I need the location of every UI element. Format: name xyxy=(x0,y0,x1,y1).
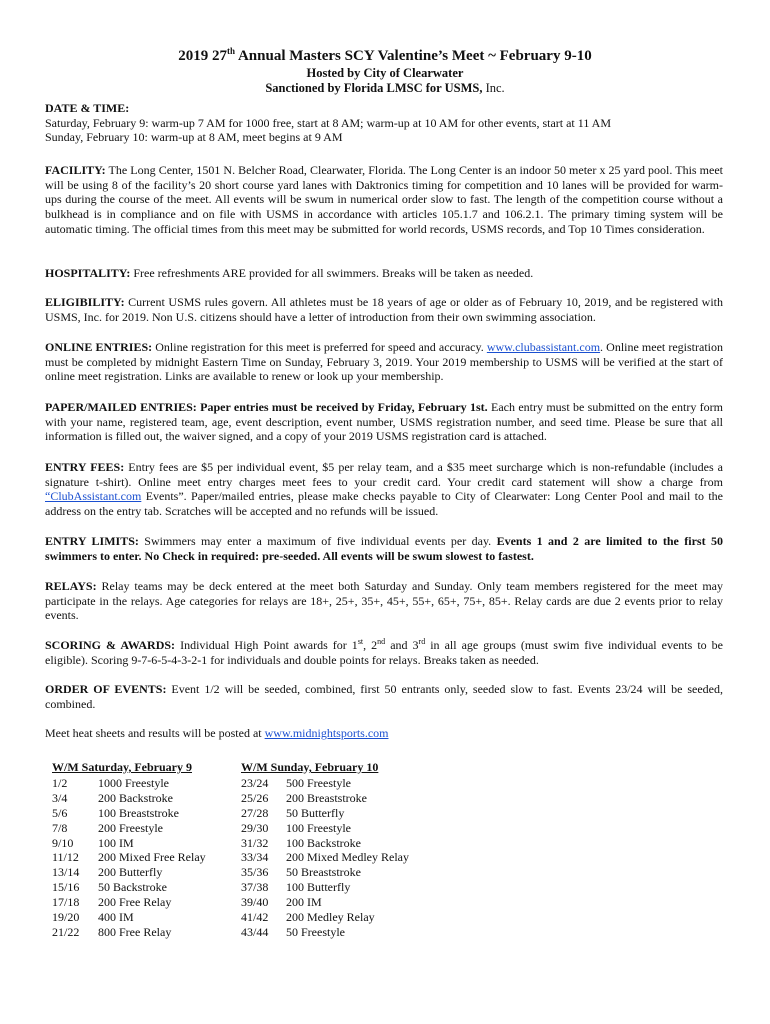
event-number: 21/22 xyxy=(52,924,80,939)
event-number: 17/18 xyxy=(52,895,80,910)
event-name: 200 Breaststroke xyxy=(286,790,367,805)
event-name: 200 Mixed Medley Relay xyxy=(286,850,409,865)
list-item xyxy=(241,806,441,821)
event-name: 1000 Freestyle xyxy=(98,775,169,790)
hospitality-text: Free refreshments ARE provided for all swimmers. Breaks will be taken as needed. xyxy=(130,266,534,280)
list-item xyxy=(52,776,242,791)
event-number: 43/44 xyxy=(241,924,269,939)
entry-limits-section xyxy=(45,534,723,563)
relays-text: Relay teams may be deck entered at the meet both Saturday and Sunday. Only team members registered for the meet may participate in the relays. Age categories for relays are 18+, 25+, 35+, 45+, 55+, 65+, 75+, 85+. Relay cards are due 2 events prior to relay events. xyxy=(45,579,723,623)
entry-fees-label: ENTRY FEES: xyxy=(45,460,125,474)
list-item xyxy=(241,791,441,806)
online-entries-text: Online registration for this meet is preferred for speed and accuracy. xyxy=(152,340,487,354)
list-item xyxy=(52,865,242,880)
paper-entries-label: PAPER/MAILED ENTRIES: Paper entries must be received by Friday, February 1st. xyxy=(45,400,488,414)
clubassistant-link[interactable]: www.clubassistant.com xyxy=(486,340,601,354)
sanction-inc: Inc. xyxy=(482,81,505,95)
paper-entries-text: Each entry must be submitted on the entry form with your name, registered team, age, event description, event number, USMS registration number, and seed time. Please be sure that all information is filled out, the waiver signed, and a copy of your 2019 USMS registration card is attached. xyxy=(45,400,723,444)
event-name: 200 IM xyxy=(286,895,322,910)
scoring-text: Individual High Point awards for 1 xyxy=(175,638,358,652)
scoring-text: and 3 xyxy=(385,638,419,652)
sanction-text: Sanctioned by Florida LMSC for USMS, xyxy=(265,81,483,95)
event-name: 800 Free Relay xyxy=(98,924,172,939)
event-name: 100 IM xyxy=(98,835,134,850)
entry-fees-text-rest: Events”. Paper/mailed entries, please make checks payable to City of Clearwater: Long Center Pool and mail to the address on the entry tab. Scratches will be accepted and no refunds will be issued. xyxy=(45,489,723,519)
eligibility-section xyxy=(45,295,723,324)
sunday-heading: W/M Sunday, February 10 xyxy=(241,760,379,774)
eligibility-label: ELIGIBILITY: xyxy=(45,295,125,309)
event-number: 19/20 xyxy=(52,910,80,925)
ordinal-suffix: rd xyxy=(418,637,426,646)
list-item xyxy=(52,850,242,865)
event-number: 7/8 xyxy=(52,820,68,835)
scoring-label: SCORING & AWARDS: xyxy=(45,638,176,652)
event-name: 50 Breaststroke xyxy=(286,865,361,880)
event-name: 500 Freestyle xyxy=(286,775,351,790)
event-number: 39/40 xyxy=(241,895,269,910)
saturday-heading: W/M Saturday, February 9 xyxy=(52,760,192,774)
online-entries-section xyxy=(45,340,723,384)
event-number: 31/32 xyxy=(241,835,269,850)
order-text: Event 1/2 will be seeded, combined, first 50 entrants only, seeded slow to fast. Events 23/24 will be seeded, combined. xyxy=(45,682,723,711)
online-entries-label: ONLINE ENTRIES: xyxy=(45,340,153,354)
title-text: 2019 27 xyxy=(178,48,228,64)
event-number: 27/28 xyxy=(241,805,269,820)
hospitality-label: HOSPITALITY: xyxy=(45,266,131,280)
list-item xyxy=(52,806,242,821)
event-number: 35/36 xyxy=(241,865,269,880)
facility-text: The Long Center, 1501 N. Belcher Road, Clearwater, Florida. The Long Center is an indoor 50 meter x 25 yard pool. This meet will be using 8 of the facility’s 20 short course yard lanes with Daktronics timing for competition and 10 lanes will be provided for warm-ups during the course of the meet. All events will be swum in numerical order slow to fast. The length of the competition course without a bulkhead is in compliance and on file with USMS in accordance with articles 105.1.7 and 106.2.1. The primary timing system will be automatic timing. The official times from this meet may be submitted for world records, USMS records, and Top 10 Times consideration. xyxy=(45,163,723,236)
event-number: 11/12 xyxy=(52,850,79,865)
hospitality-section xyxy=(45,266,723,281)
event-name: 100 Backstroke xyxy=(286,835,361,850)
scoring-text: , 2 xyxy=(363,638,378,652)
sunday-schedule: Sunday, February 10: warm-up at 8 AM, meet begins at 9 AM xyxy=(45,130,343,145)
ordinal-suffix: st xyxy=(357,637,364,646)
paper-entries-section xyxy=(45,400,723,444)
facility-section xyxy=(45,163,723,237)
saturday-events-list xyxy=(52,760,242,940)
entry-fees-section xyxy=(45,460,723,519)
event-number: 13/14 xyxy=(52,865,80,880)
saturday-schedule: Saturday, February 9: warm-up 7 AM for 1000 free, start at 8 AM; warm-up at 10 AM for other events, start at 11 AM xyxy=(45,115,611,130)
document-title xyxy=(0,46,770,65)
event-name: 100 Breaststroke xyxy=(98,805,179,820)
event-name: 200 Backstroke xyxy=(98,790,173,805)
order-of-events-section xyxy=(45,682,723,711)
date-time-label: DATE & TIME: xyxy=(45,101,130,115)
list-item xyxy=(241,821,441,836)
list-item xyxy=(52,791,242,806)
title-superscript: th xyxy=(227,46,236,56)
list-item xyxy=(241,910,441,925)
entry-limits-label: ENTRY LIMITS: xyxy=(45,534,139,548)
event-name: 50 Butterfly xyxy=(286,805,345,820)
scoring-text: in all age groups (must swim five individual events to be eligible). Scoring 9-7-6-5-4-3-2-1 for individuals and double points for relays. Breaks taken as needed. xyxy=(45,638,723,667)
list-item xyxy=(241,776,441,791)
event-number: 37/38 xyxy=(241,880,269,895)
midnightsports-link[interactable]: www.midnightsports.com xyxy=(264,726,389,740)
relays-label: RELAYS: xyxy=(45,579,97,593)
eligibility-text: Current USMS rules govern. All athletes must be 18 years of age or older as of February 10, 2019, and be registered with USMS, Inc. for 2019. Non U.S. citizens should have a letter of introduction from their own swimming association. xyxy=(45,295,723,324)
list-item xyxy=(52,836,242,851)
event-number: 9/10 xyxy=(52,835,74,850)
event-number: 1/2 xyxy=(52,775,68,790)
event-name: 100 Freestyle xyxy=(286,820,351,835)
event-number: 3/4 xyxy=(52,790,68,805)
list-item xyxy=(52,880,242,895)
clubassistant-link[interactable]: “ClubAssistant.com xyxy=(45,489,142,504)
hosted-by-line: Hosted by City of Clearwater xyxy=(306,66,464,80)
list-item xyxy=(52,910,242,925)
list-item xyxy=(241,880,441,895)
online-entries-text-rest: . Online meet registration must be completed by midnight Eastern Time on Sunday, February 3, 2019. Your 2019 membership to USMS will be verified at the start of online meet registration. Links are available to renew or look up your membership. xyxy=(45,340,723,384)
date-time-section xyxy=(45,101,723,145)
event-number: 23/24 xyxy=(241,775,269,790)
list-item xyxy=(52,925,242,940)
list-item xyxy=(241,925,441,940)
sunday-events-list xyxy=(241,760,441,940)
event-name: 200 Mixed Free Relay xyxy=(98,850,206,865)
order-label: ORDER OF EVENTS: xyxy=(45,682,167,696)
event-name: 200 Free Relay xyxy=(98,895,172,910)
list-item xyxy=(241,895,441,910)
event-number: 29/30 xyxy=(241,820,269,835)
results-text: Meet heat sheets and results will be posted at xyxy=(45,726,265,740)
event-name: 50 Freestyle xyxy=(286,924,345,939)
event-name: 200 Medley Relay xyxy=(286,910,375,925)
event-name: 50 Backstroke xyxy=(98,880,167,895)
list-item xyxy=(52,895,242,910)
entry-fees-text: Entry fees are $5 per individual event, $5 per relay team, and a $35 meet surcharge which is non-refundable (includes a signature t-shirt). Online meet entry charges meet fees to your credit card. Your credit card statement will show a charge from xyxy=(45,460,724,489)
ordinal-suffix: nd xyxy=(377,637,386,646)
event-name: 200 Freestyle xyxy=(98,820,163,835)
event-name: 200 Butterfly xyxy=(98,865,163,880)
results-section xyxy=(45,726,723,741)
event-name: 100 Butterfly xyxy=(286,880,351,895)
list-item xyxy=(241,865,441,880)
event-number: 33/34 xyxy=(241,850,269,865)
event-name: 400 IM xyxy=(98,910,134,925)
list-item xyxy=(241,836,441,851)
entry-limits-text: Swimmers may enter a maximum of five individual events per day. xyxy=(138,534,497,548)
relays-section xyxy=(45,579,723,623)
list-item xyxy=(241,850,441,865)
scoring-awards-section xyxy=(45,638,723,667)
event-number: 5/6 xyxy=(52,805,68,820)
event-number: 25/26 xyxy=(241,790,269,805)
sanction-line xyxy=(0,81,770,96)
list-item xyxy=(52,821,242,836)
event-number: 41/42 xyxy=(241,910,269,925)
event-number: 15/16 xyxy=(52,880,80,895)
facility-label: FACILITY: xyxy=(45,163,106,177)
title-text-rest: Annual Masters SCY Valentine’s Meet ~ February 9-10 xyxy=(235,48,592,64)
entry-limits-emphasis: Events 1 and 2 are limited to the first 50 swimmers to enter. No Check in required: pre-seeded. All events will be swum slowest to fastest. xyxy=(45,534,723,563)
